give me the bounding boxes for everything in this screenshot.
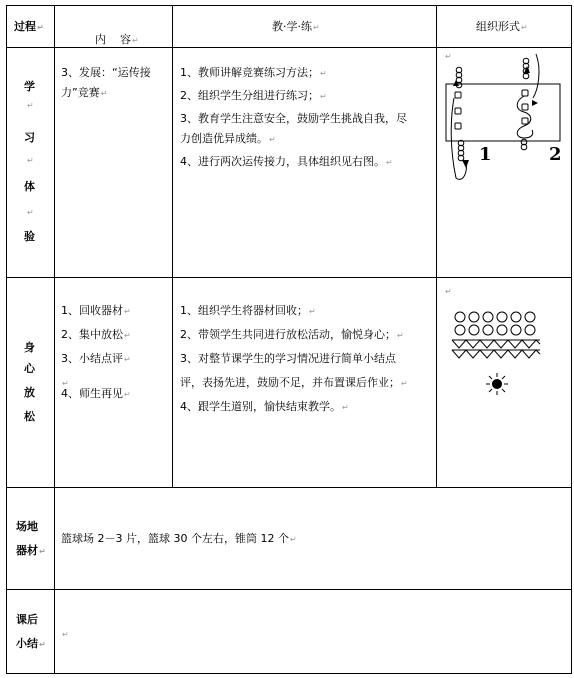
relax-content-item: 2、集中放松↵ — [61, 328, 131, 341]
table-border-bottom — [6, 673, 572, 674]
relax-content-spacer: ↵ — [62, 379, 69, 388]
learn-teach-item: 力创造优异成绩。↵ — [180, 132, 276, 145]
relax-teach-list — [180, 304, 408, 414]
learn-teach-item: 2、组织学生分组进行练习；↵ — [180, 89, 327, 102]
header-organization — [476, 20, 528, 34]
header-content-text: 内 容 — [95, 33, 131, 46]
paragraph-mark: ↵ — [27, 101, 34, 110]
header-teach — [272, 20, 320, 34]
relax-content-list — [61, 304, 131, 401]
paragraph-mark: ↵ — [132, 36, 139, 45]
relax-teach-item: 4、跟学生道别，愉快结束教学。↵ — [180, 400, 349, 413]
learn-teach-list — [180, 66, 407, 169]
table-border-top — [6, 5, 572, 6]
learn-content-line: 力”竞赛↵ — [61, 86, 108, 99]
relax-label-char: 身 — [24, 341, 35, 354]
paragraph-mark: ↵ — [445, 52, 452, 61]
learn-teach-item: 1、教师讲解竞赛练习方法；↵ — [180, 66, 327, 79]
col-divider-3 — [436, 5, 437, 488]
court-rectangle — [446, 84, 560, 141]
relax-formation-diagram — [446, 306, 546, 398]
header-organization-text: 组织形式 — [476, 20, 520, 33]
row-divider-3 — [6, 589, 572, 590]
learn-label-char: 学 — [24, 80, 35, 93]
equipment-label-line: 器材↵ — [16, 544, 46, 557]
paragraph-mark: ↵ — [445, 287, 452, 296]
row-divider-2 — [6, 487, 572, 488]
zigzag-rows — [452, 340, 540, 358]
table-border-left — [6, 5, 7, 674]
header-process-text: 过程 — [14, 20, 36, 33]
relax-content-item: 4、师生再见↵ — [61, 387, 131, 400]
equipment-label-line: 场地 — [16, 520, 38, 533]
learn-label-char: 验 — [24, 230, 35, 243]
summary-text[interactable]: ↵ — [62, 630, 69, 639]
relax-teach-item: 2、带领学生共同进行放松活动，愉悦身心；↵ — [180, 328, 404, 341]
paragraph-mark: ↵ — [27, 208, 34, 217]
relax-teach-item: 3、对整节课学生的学习情况进行简单小结点 — [180, 352, 396, 365]
learn-content — [61, 66, 151, 100]
relax-content-item: 3、小结点评↵ — [61, 352, 131, 365]
relax-teach-item: 评，表扬先进，鼓励不足，并布置课后作业；↵ — [180, 376, 408, 389]
group-label-2: 2 — [549, 144, 562, 165]
header-teach-text: 教·学·练 — [272, 20, 312, 33]
arrow-down-1 — [462, 160, 469, 168]
learn-label-char: 习 — [24, 131, 35, 144]
header-process — [14, 20, 44, 34]
relay-diagram — [438, 50, 570, 190]
row-divider-1 — [6, 277, 572, 278]
teacher-sun-icon — [486, 373, 508, 395]
relax-teach-item: 1、组织学生将器材回收；↵ — [180, 304, 316, 317]
learn-content-line: 3、发展：“运传接 — [61, 66, 151, 79]
header-content — [88, 20, 139, 47]
col-divider-1 — [54, 5, 55, 674]
learn-teach-item: 4、进行两次运传接力，具体组织见右图。↵ — [180, 155, 393, 168]
table-border-right — [571, 5, 572, 674]
header-row-divider — [6, 47, 572, 48]
relax-label-char: 心 — [24, 362, 35, 375]
col-divider-2 — [172, 5, 173, 488]
paragraph-mark: ↵ — [37, 23, 44, 32]
relax-label-char: 松 — [24, 410, 35, 423]
arrow-right-2 — [532, 100, 538, 106]
paragraph-mark: ↵ — [521, 23, 528, 32]
paragraph-mark: ↵ — [313, 23, 320, 32]
learn-teach-item: 3、教育学生注意安全，鼓励学生挑战自我，尽 — [180, 112, 407, 125]
relax-content-item: 1、回收器材↵ — [61, 304, 131, 317]
group-label-1: 1 — [479, 144, 492, 165]
equipment-text: 篮球场 2－3 片，篮球 30 个左右，锥筒 12 个↵ — [61, 532, 297, 545]
summary-label-line: 小结↵ — [16, 637, 46, 650]
learn-label-char: 体 — [24, 180, 35, 193]
student-circles — [455, 312, 535, 335]
paragraph-mark: ↵ — [27, 156, 34, 165]
relax-label-char: 放 — [24, 386, 35, 399]
summary-label-line: 课后 — [16, 613, 38, 626]
